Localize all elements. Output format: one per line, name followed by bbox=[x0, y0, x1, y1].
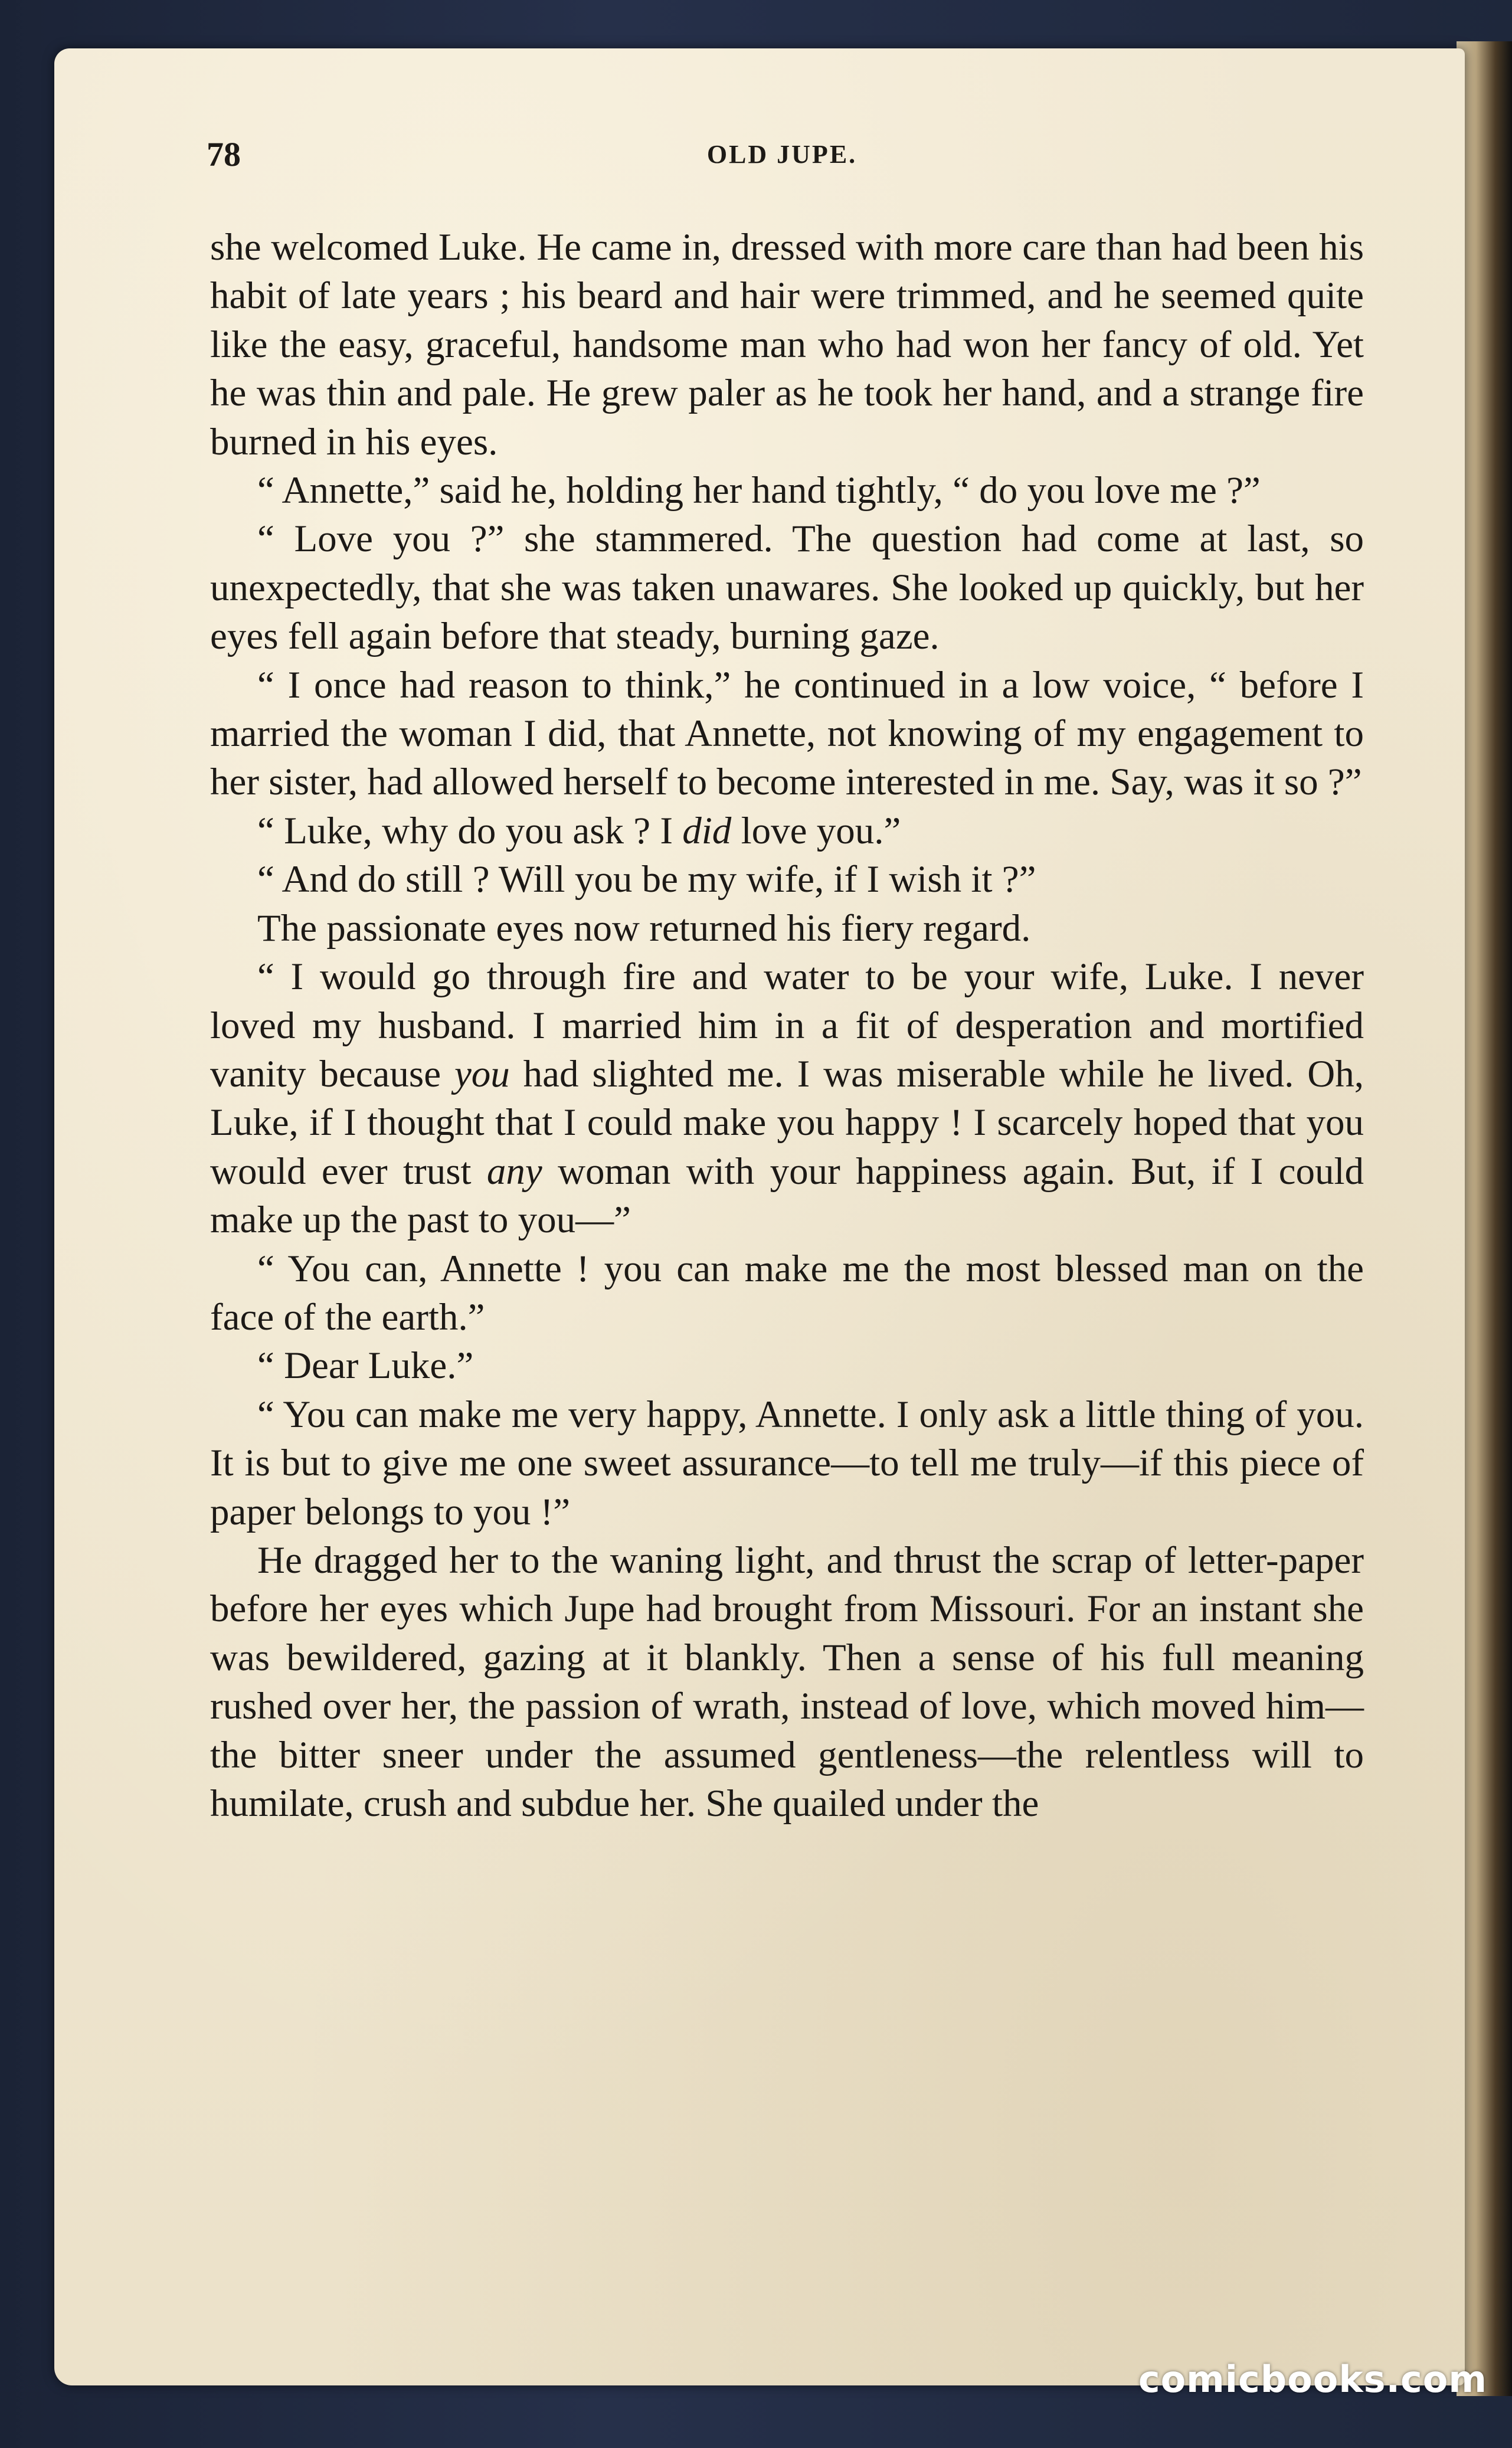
paragraph bbox=[210, 904, 1364, 953]
italic-text: did bbox=[682, 809, 732, 852]
paragraph bbox=[210, 807, 1364, 855]
text-run: The passionate eyes now returned his fiery regard. bbox=[257, 906, 1031, 950]
paragraph bbox=[210, 466, 1364, 515]
paragraph bbox=[210, 1536, 1364, 1828]
paragraph bbox=[210, 1390, 1364, 1536]
site-watermark: comicbooks.com bbox=[1138, 2358, 1487, 2401]
paragraph bbox=[210, 223, 1364, 466]
italic-text: you bbox=[454, 1052, 510, 1095]
page-number: 78 bbox=[207, 135, 241, 174]
text-run: “ You can make me very happy, Annette. I only ask a little thing of you. It is but to give me one sweet assurance—to tell me truly—if this piece of paper belongs to you !” bbox=[210, 1393, 1364, 1533]
text-run: had slighted me. I was miserable while he lived. Oh, Luke, if I thought that I could make you happy ! I scarcely hoped that you would ever trust bbox=[210, 1052, 1364, 1193]
text-run: she welcomed Luke. He came in, dressed with more care than had been his habit of late years ; his beard and hair were trimmed, and he seemed quite like the easy, graceful, handsome man who had won her fancy of old. Yet he was thin and pale. He grew paler as he took her hand, and a strange fire burned in his eyes. bbox=[210, 226, 1364, 463]
body-text bbox=[210, 223, 1364, 1828]
text-run: “ Luke, why do you ask ? I bbox=[257, 809, 683, 852]
paragraph bbox=[210, 515, 1364, 660]
paragraph bbox=[210, 1341, 1364, 1390]
text-run: “ And do still ? Will you be my wife, if I wish it ?” bbox=[257, 858, 1036, 901]
text-run: “ Dear Luke.” bbox=[257, 1344, 474, 1387]
text-run: woman with your happiness again. But, if I could make up the past to you—” bbox=[210, 1150, 1364, 1242]
text-run: “ I would go through fire and water to be your wife, Luke. I never loved my husband. I married him in a fit of desperation and mortified vanity because bbox=[210, 955, 1364, 1095]
italic-text: any bbox=[486, 1150, 542, 1193]
paragraph bbox=[210, 953, 1364, 1244]
paragraph bbox=[210, 855, 1364, 904]
text-run: He dragged her to the waning light, and thrust the scrap of letter-paper before her eyes which Jupe had brought from Missouri. For an instant she was bewildered, gazing at it blankly. Then a sense of his full meaning rushed over her, the passion of wrath, instead of love, which moved him—the bitter sneer under the assumed gentleness—the relentless will to humilate, crush and subdue her. She quailed under the bbox=[210, 1539, 1364, 1825]
text-run: “ Annette,” said he, holding her hand tightly, “ do you love me ?” bbox=[257, 469, 1261, 512]
running-header bbox=[207, 135, 1357, 182]
paragraph bbox=[210, 661, 1364, 807]
text-run: “ You can, Annette ! you can make me the most blessed man on the face of the earth.” bbox=[210, 1247, 1364, 1338]
text-run: “ I once had reason to think,” he continued in a low voice, “ before I married the woman I did, that Annette, not knowing of my engagement to her sister, had allowed herself to become interested in me. Say, was it so ?” bbox=[210, 663, 1364, 804]
next-page-edge bbox=[1457, 41, 1512, 2396]
paragraph bbox=[210, 1245, 1364, 1342]
text-run: “ Love you ?” she stammered. The question had come at last, so unexpectedly, that she was taken unawares. She looked up quickly, but her eyes fell again before that steady, burning gaze. bbox=[210, 518, 1364, 658]
running-title: OLD JUPE. bbox=[706, 140, 858, 169]
text-run: love you.” bbox=[731, 809, 901, 852]
